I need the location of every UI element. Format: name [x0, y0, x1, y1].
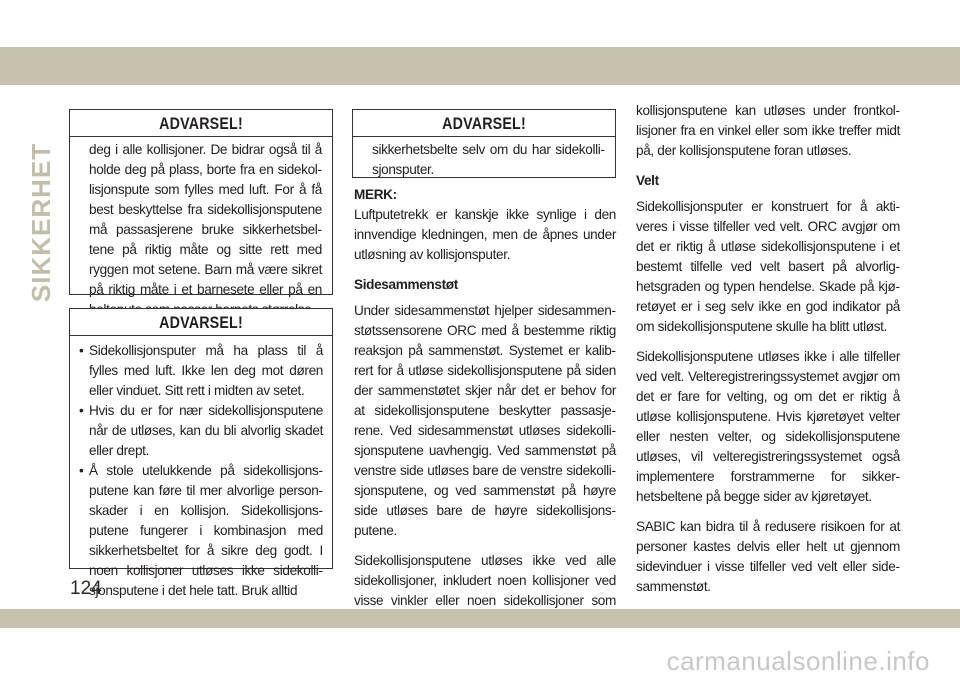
- paragraph: Sidekollisjonsputer er konstruert for å aktiveres i visse tilfeller ved velt. ORC avgjør om det er riktig å utløse sidekollisjonsputene i et bestemt tilfelle ved velt basert på alvorlighetsgraden og typen hendelse. Skade på kjøretøyet er i seg selv ikke en god indikator på om sidekollisjonsputene skulle ha blitt utløst.: [636, 199, 900, 334]
- warning-title-bar: [70, 309, 332, 336]
- warning-list-item: • Sidekollisjonsputer må ha plass til å fylles med luft. Ikke len deg mot døren eller vinduet. Sitt rett i midten av setet.: [79, 341, 323, 401]
- paragraph: kollisjonsputene kan utløses under frontkollisjoner fra en vinkel eller som ikke treffer midt på, der kollisjonsputene foran utløses.: [636, 103, 900, 158]
- warning-title: ADVARSEL!: [159, 114, 243, 133]
- paragraph: Sidekollisjonsputene utløses ikke i alle tilfeller ved velt. Velteregistreringssystemet avgjør om det er fare for velting, og om det er riktig å utløse kollisjonsputene. Hvis kjøretøyet velter eller nesten velter, og sidekollisjonsputene utløses, vil velteregistreringssystemet også implementere forstrammerne for sikkerhetsbeltene på begge sider av kjøretøyet.: [636, 349, 900, 504]
- warning-box-seatbelt: [352, 109, 616, 178]
- paragraph: SABIC kan bidra til å redusere risikoen for at personer kastes delvis eller helt ut gjennom sidevinduer i visse tilfeller ved velt eller sidesammenstøt.: [636, 519, 900, 594]
- watermark-text: carmanualsonline.info: [666, 646, 930, 676]
- warning-title-bar: [70, 110, 332, 137]
- header-band: [0, 47, 960, 85]
- warning-box-continued: [69, 109, 333, 295]
- paragraph: Under sidesammenstøt hjelper sidesammenstøtssensorene ORC med å bestemme riktig reaksjon på sammenstøt. Systemet er kalibrert for å utløse sidekollisjonsputene på siden der sammenstøtet skjer når det er behov for at sidekollisjonsputene beskytter passasjerene. Ved sidesammenstøt utløses sidekollisjonsputene uavhengig. Ved sammenstøt på venstre side utløses bare de venstre sidekollisjonsputene, og ved sammenstøt på høyre side utløses bare de høyre sidekollisjonsputene.: [354, 303, 616, 538]
- text-column-middle: [354, 185, 616, 641]
- warning-list-item: • Å stole utelukkende på sidekollisjonsputene kan føre til mer alvorlige personskader i en kollisjon. Sidekollisjonsputene fungerer i kombinasjon med sikkerhetsbeltet for å sikre deg godt. I noen kollisjoner utløses ikke sidekollisjonsputene i det hele tatt. Bruk alltid: [79, 461, 323, 601]
- warning-title-bar: [353, 110, 615, 137]
- warning-title: ADVARSEL!: [159, 313, 243, 332]
- section-tab-label: SIKKERHET: [26, 142, 57, 302]
- warning-list-item: • Hvis du er for nær sidekollisjonsputene når de utløses, kan du bli alvorlig skadet eller drept.: [79, 401, 323, 461]
- text-column-right: [636, 101, 900, 607]
- warning-title: ADVARSEL!: [442, 114, 526, 133]
- note-paragraph: Luftputetrekk er kanskje ikke synlige i den innvendige kledningen, men de åpnes under utløsning av kollisjonsputer.: [354, 207, 616, 262]
- warning-text: deg i alle kollisjoner. De bidrar også til å holde deg på plass, borte fra en sidekollisjonspute som fylles med luft. For å få best beskyttelse fra sidekollisjonsputene må passasjerene bruke sikkerhetsbeltene på riktig måte og sitte rett med ryggen mot setene. Barn må være sikret på riktig måte i et barnesete eller på en: [89, 142, 322, 297]
- top-margin: [0, 0, 960, 47]
- section-heading-side-impact: Sidesammenstøt: [354, 277, 458, 292]
- section-tab: [22, 142, 62, 302]
- warning-list: [70, 336, 332, 601]
- page-number: 124: [70, 578, 102, 599]
- warning-text: sikkerhetsbelte selv om du har sidekollisjonsputer.: [372, 142, 605, 177]
- paragraph: Sidekollisjonsputene utløses ikke ved alle sidekollisjoner, inkludert noen kollisjoner ved visse vinkler eller noen sidekollisjoner som: [354, 553, 616, 608]
- footer-band: [0, 609, 960, 628]
- section-heading-rollover: Velt: [636, 173, 659, 188]
- note-heading: MERK:: [354, 187, 397, 202]
